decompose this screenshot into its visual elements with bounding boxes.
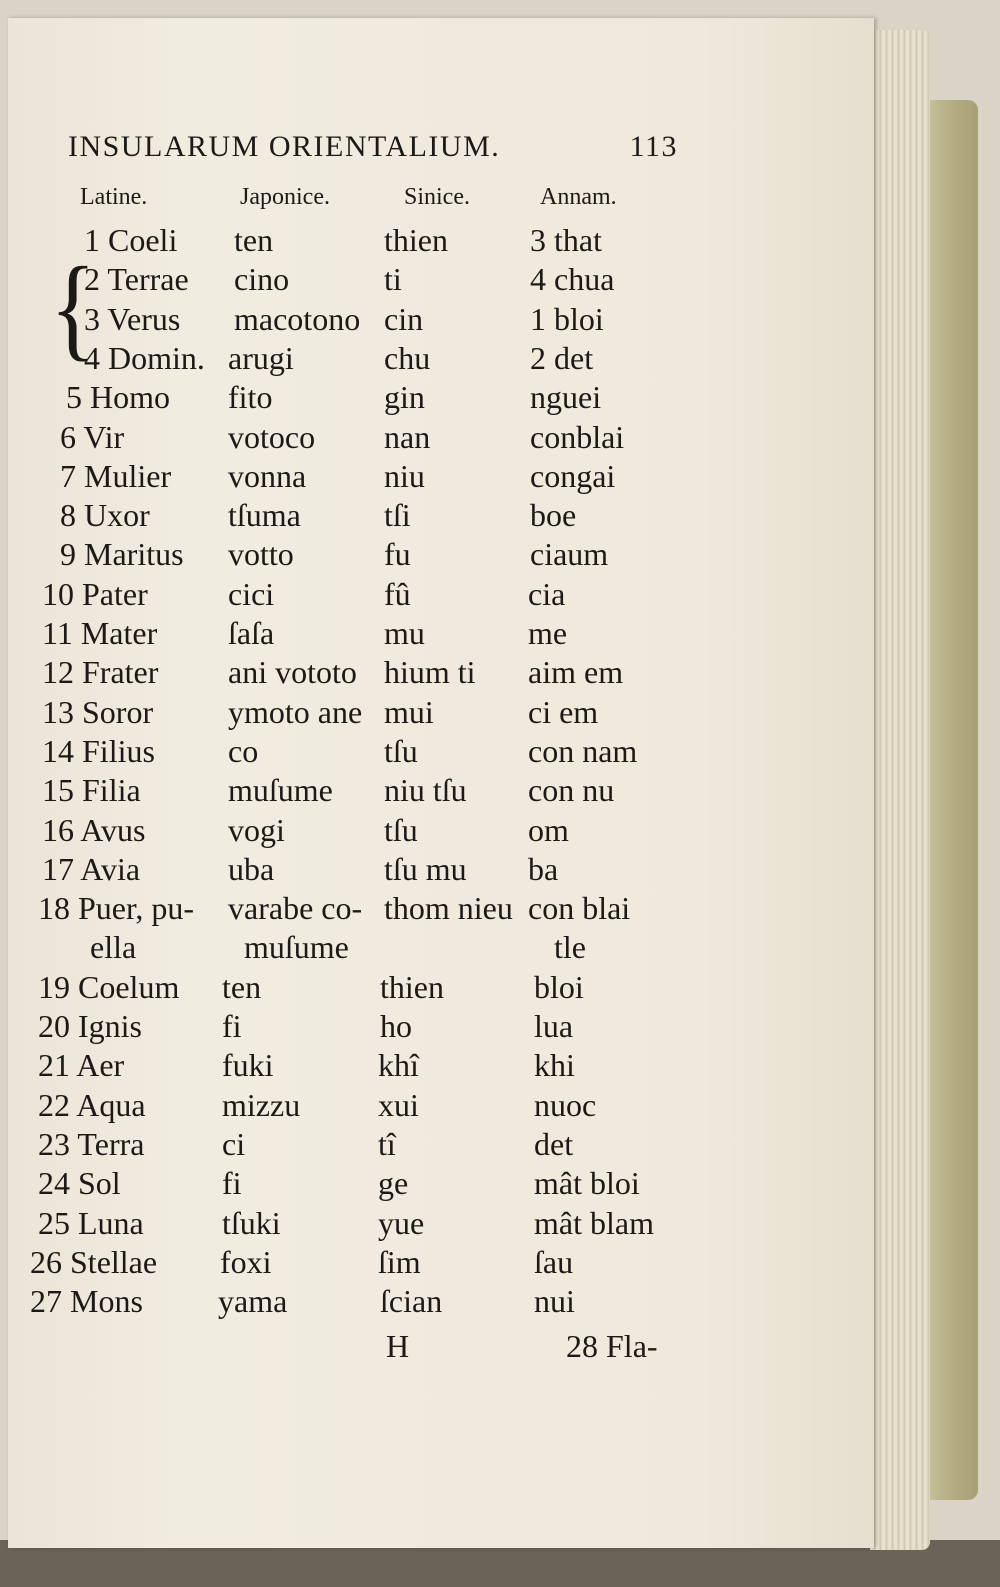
latin-term: 7 Mulier <box>60 457 172 494</box>
latin-term: 20 Ignis <box>38 1008 142 1044</box>
latin-term: 8 Uxor <box>60 497 150 534</box>
column-header-latine: Latine. <box>80 184 148 210</box>
latin-term: 1 Coeli <box>84 222 178 258</box>
annam-term: con blai <box>528 890 631 927</box>
latin-term: 2 Terrae <box>84 261 189 298</box>
japonice-term: ymoto ane <box>228 693 363 730</box>
annam-term: mât blam <box>534 1204 654 1241</box>
latin-term: 25 Luna <box>38 1204 144 1241</box>
japonice-term: muſume <box>228 772 333 809</box>
latin-term: 6 Vir <box>60 418 125 455</box>
annam-term: tle <box>554 929 586 966</box>
annam-term: me <box>528 615 568 651</box>
japonice-term: uba <box>228 850 275 887</box>
sinice-term: mu <box>384 615 425 651</box>
sinice-term: xui <box>378 1086 419 1123</box>
sinice-term: thom nieu <box>384 890 513 927</box>
annam-term: ba <box>528 850 559 887</box>
annam-term: cia <box>528 575 566 612</box>
latin-term: 3 Verus <box>84 300 181 337</box>
japonice-term: votoco <box>228 418 316 455</box>
sinice-term: yue <box>378 1204 425 1241</box>
japonice-term: vonna <box>228 457 307 494</box>
japonice-term: foxi <box>220 1243 272 1280</box>
latin-term: 16 Avus <box>42 811 146 848</box>
sinice-term: niu <box>384 457 425 494</box>
annam-term: om <box>528 811 569 848</box>
brace-mark: { <box>50 242 97 372</box>
japonice-term: mizzu <box>222 1086 301 1123</box>
annam-term: aim em <box>528 654 624 691</box>
annam-term: congai <box>530 457 616 494</box>
annam-term: conblai <box>530 418 625 455</box>
sinice-term: thien <box>384 222 448 258</box>
latin-term: 24 Sol <box>38 1165 121 1202</box>
japonice-term: ani vototo <box>228 654 357 691</box>
annam-term: 4 chua <box>530 261 615 298</box>
latin-term: 10 Pater <box>42 575 148 612</box>
japonice-term: tſuki <box>222 1204 281 1241</box>
annam-term: 1 bloi <box>530 300 604 337</box>
annam-term: boe <box>530 497 577 534</box>
sinice-term: tſu <box>384 732 418 769</box>
latin-term: 9 Maritus <box>60 536 184 573</box>
annam-term: con nam <box>528 732 638 769</box>
sinice-term: hium ti <box>384 654 476 691</box>
sinice-term: tî <box>378 1125 396 1162</box>
japonice-term: fi <box>222 1008 242 1044</box>
latin-term: 19 Coelum <box>38 968 180 1005</box>
japonice-term: arugi <box>228 339 294 376</box>
latin-term: 17 Avia <box>42 850 141 887</box>
sinice-term: ti <box>384 261 402 298</box>
sinice-term: ge <box>378 1165 409 1202</box>
japonice-term: vogi <box>228 811 285 848</box>
annam-term: 2 det <box>530 339 594 376</box>
column-header-japonice: Japonice. <box>240 184 330 210</box>
catchword: 28 Fla- <box>566 1328 658 1364</box>
annam-term: det <box>534 1125 574 1162</box>
sinice-term: fû <box>384 575 411 612</box>
latin-term: 26 Stellae <box>30 1243 158 1280</box>
sinice-term: ſcian <box>380 1283 443 1320</box>
annam-term: khi <box>534 1047 575 1084</box>
latin-term: 27 Mons <box>30 1283 143 1320</box>
annam-term: ci em <box>528 693 599 730</box>
running-header <box>68 130 678 164</box>
latin-term: 23 Terra <box>38 1125 145 1162</box>
book-page <box>8 18 874 1548</box>
sinice-term: tſu mu <box>384 850 467 887</box>
sinice-term: fu <box>384 536 411 573</box>
latin-term: 22 Aqua <box>38 1086 146 1123</box>
latin-term: 18 Puer, pu- <box>38 890 195 927</box>
sinice-term: khî <box>378 1047 419 1084</box>
japonice-term: cino <box>234 261 290 298</box>
annam-term: mât bloi <box>534 1165 640 1202</box>
latin-term: ella <box>90 929 137 966</box>
annam-term: con nu <box>528 772 615 809</box>
japonice-term: varabe co- <box>228 890 363 927</box>
sinice-term: ſim <box>378 1243 421 1280</box>
japonice-term: cici <box>228 575 275 612</box>
annam-term: nuoc <box>534 1086 597 1123</box>
sinice-term: gin <box>384 379 425 416</box>
japonice-term: co <box>228 732 259 769</box>
japonice-term: tſuma <box>228 497 301 534</box>
japonice-term: fito <box>228 379 273 416</box>
japonice-term: muſume <box>244 929 349 966</box>
latin-term: 13 Soror <box>42 693 154 730</box>
running-head-title: INSULARUM ORIENTALIUM. <box>68 130 501 163</box>
japonice-term: ſaſa <box>228 615 275 651</box>
annam-term: lua <box>534 1008 574 1044</box>
annam-term: ſau <box>534 1243 574 1280</box>
column-header-annam: Annam. <box>540 184 617 210</box>
japonice-term: votto <box>228 536 294 573</box>
japonice-term: ten <box>234 222 274 258</box>
page-number: 113 <box>629 130 678 163</box>
annam-term: 3 that <box>530 222 602 258</box>
japonice-term: ci <box>222 1125 246 1162</box>
latin-term: 15 Filia <box>42 772 141 809</box>
sinice-term: thien <box>380 968 444 1005</box>
column-header-sinice: Sinice. <box>404 184 470 210</box>
annam-term: nui <box>534 1283 575 1320</box>
sinice-term: cin <box>384 300 424 337</box>
page-edges <box>870 30 930 1550</box>
sinice-term: chu <box>384 339 431 376</box>
sinice-term: tſu <box>384 811 418 848</box>
sinice-term: ho <box>380 1008 412 1044</box>
annam-term: bloi <box>534 968 584 1005</box>
latin-term: 14 Filius <box>42 732 155 769</box>
latin-term: 4 Domin. <box>84 339 205 376</box>
sinice-term: niu tſu <box>384 772 467 809</box>
book-cover-edge <box>926 100 978 1500</box>
japonice-term: yama <box>218 1283 288 1320</box>
annam-term: ciaum <box>530 536 609 573</box>
signature-mark: H <box>386 1328 410 1364</box>
sinice-term: nan <box>384 418 431 455</box>
japonice-term: ten <box>222 968 262 1005</box>
japonice-term: fi <box>222 1165 242 1202</box>
latin-term: 5 Homo <box>66 379 170 416</box>
japonice-term: macotono <box>234 300 361 337</box>
sinice-term: tſi <box>384 497 411 534</box>
annam-term: nguei <box>530 379 602 416</box>
latin-term: 11 Mater <box>42 615 158 651</box>
japonice-term: fuki <box>222 1047 274 1084</box>
latin-term: 21 Aer <box>38 1047 125 1084</box>
sinice-term: mui <box>384 693 434 730</box>
latin-term: 12 Frater <box>42 654 159 691</box>
